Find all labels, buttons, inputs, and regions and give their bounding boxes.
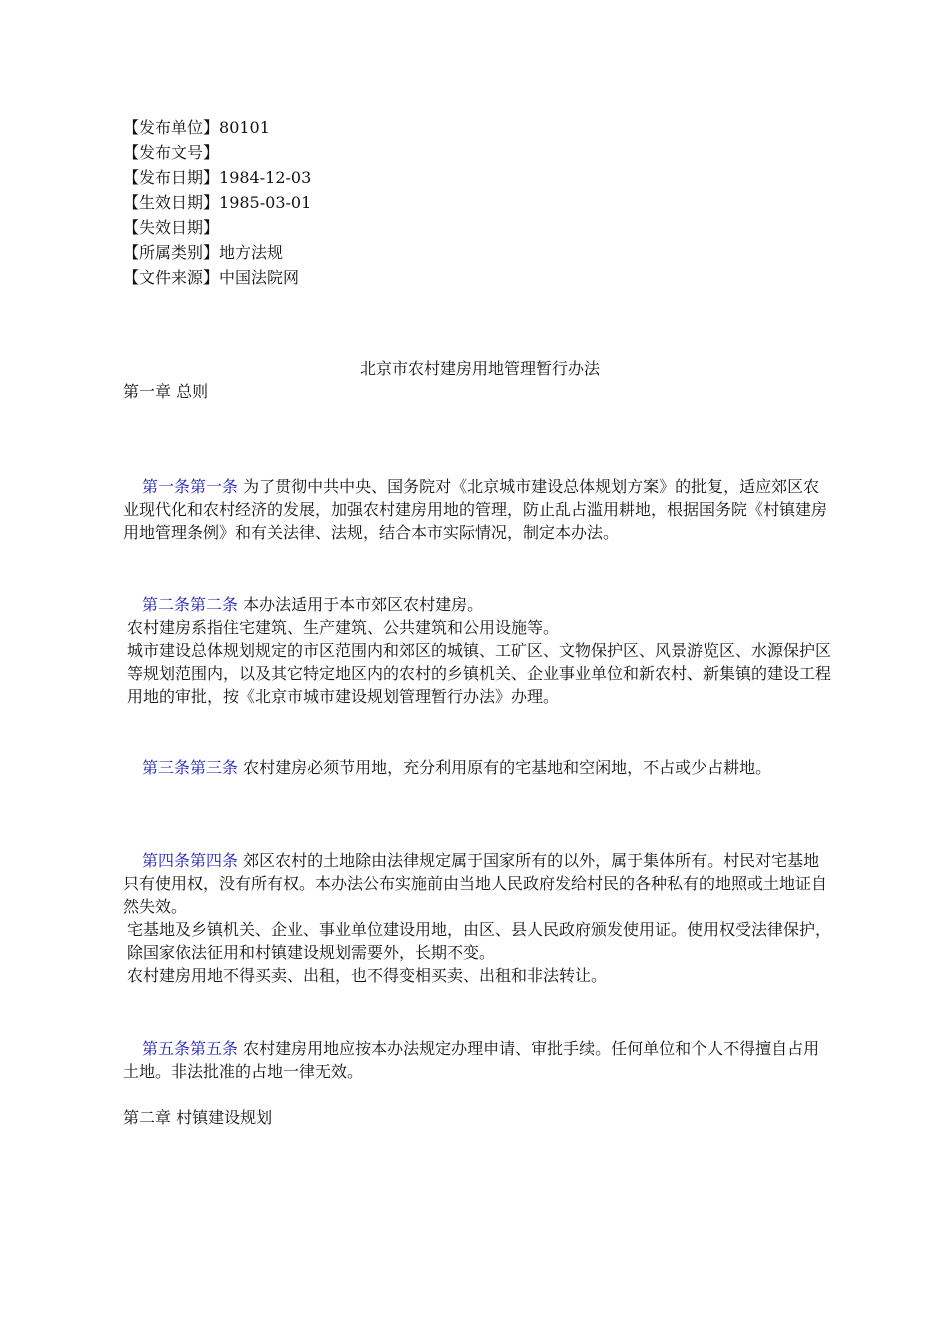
- meta-publisher: 【发布单位】80101: [123, 118, 270, 137]
- meta-effective-date: 【生效日期】1985-03-01: [123, 193, 312, 212]
- article-1: [123, 475, 835, 544]
- article-3: [123, 756, 835, 779]
- meta-category: 【所属类别】地方法规: [123, 243, 284, 262]
- document-title: 北京市农村建房用地管理暂行办法: [359, 359, 600, 378]
- article-3-heading[interactable]: 第三条第三条: [142, 758, 239, 777]
- article-4-heading[interactable]: 第四条第四条: [142, 851, 239, 870]
- article-2-para-1: 农村建房系指住宅建筑、生产建筑、公共建筑和公用设施等。: [127, 618, 560, 637]
- meta-source: 【文件来源】中国法院网: [123, 268, 300, 287]
- meta-publish-date: 【发布日期】1984-12-03: [123, 168, 312, 187]
- chapter-heading-1: 第一章 总则: [123, 382, 209, 401]
- article-5-text: 第五条第五条 农村建房用地应按本办法规定办理申请、审批手续。任何单位和个人不得擅自占用土地。非法批准的占地一律无效。: [123, 1039, 820, 1081]
- article-2-para-2: 城市建设总体规划规定的市区范围内和郊区的城镇、工矿区、文物保护区、风景游览区、水源保护区等规划范围内，以及其它特定地区内的农村的乡镇机关、企业事业单位和新农村、新集镇的建设工程用地的审批，按《北京市城市建设规划管理暂行办法》办理。: [127, 641, 832, 706]
- article-3-text: 第三条第三条 农村建房必须节用地，充分利用原有的宅基地和空闲地，不占或少占耕地。: [142, 758, 772, 777]
- article-4: [123, 849, 835, 987]
- chapter-heading-2: 第二章 村镇建设规划: [123, 1108, 273, 1127]
- article-4-text: 第四条第四条 郊区农村的土地除由法律规定属于国家所有的以外，属于集体所有。村民对宅基地只有使用权，没有所有权。本办法公布实施前由当地人民政府发给村民的各种私有的地照或土地证自然失效。: [123, 851, 828, 916]
- meta-expiry-date: 【失效日期】: [123, 218, 220, 237]
- article-4-para-1: 宅基地及乡镇机关、企业、事业单位建设用地，由区、县人民政府颁发使用证。使用权受法律保护，除国家依法征用和村镇建设规划需要外，长期不变。: [127, 920, 832, 962]
- article-2-text: 第二条第二条 本办法适用于本市郊区农村建房。: [142, 595, 484, 614]
- article-1-heading[interactable]: 第一条第一条: [142, 477, 239, 496]
- article-1-text: 第一条第一条 为了贯彻中共中央、国务院对《北京城市建设总体规划方案》的批复，适应郊区农业现代化和农村经济的发展，加强农村建房用地的管理，防止乱占滥用耕地，根据国务院《村镇建房用地管理条例》和有关法律、法规，结合本市实际情况，制定本办法。: [123, 477, 828, 542]
- article-5: [123, 1037, 835, 1083]
- meta-doc-number: 【发布文号】: [123, 143, 220, 162]
- article-5-heading[interactable]: 第五条第五条: [142, 1039, 239, 1058]
- article-2-heading[interactable]: 第二条第二条: [142, 595, 239, 614]
- article-4-para-2: 农村建房用地不得买卖、出租，也不得变相买卖、出租和非法转让。: [127, 966, 608, 985]
- article-2: [123, 593, 835, 708]
- metadata-block: [123, 115, 311, 290]
